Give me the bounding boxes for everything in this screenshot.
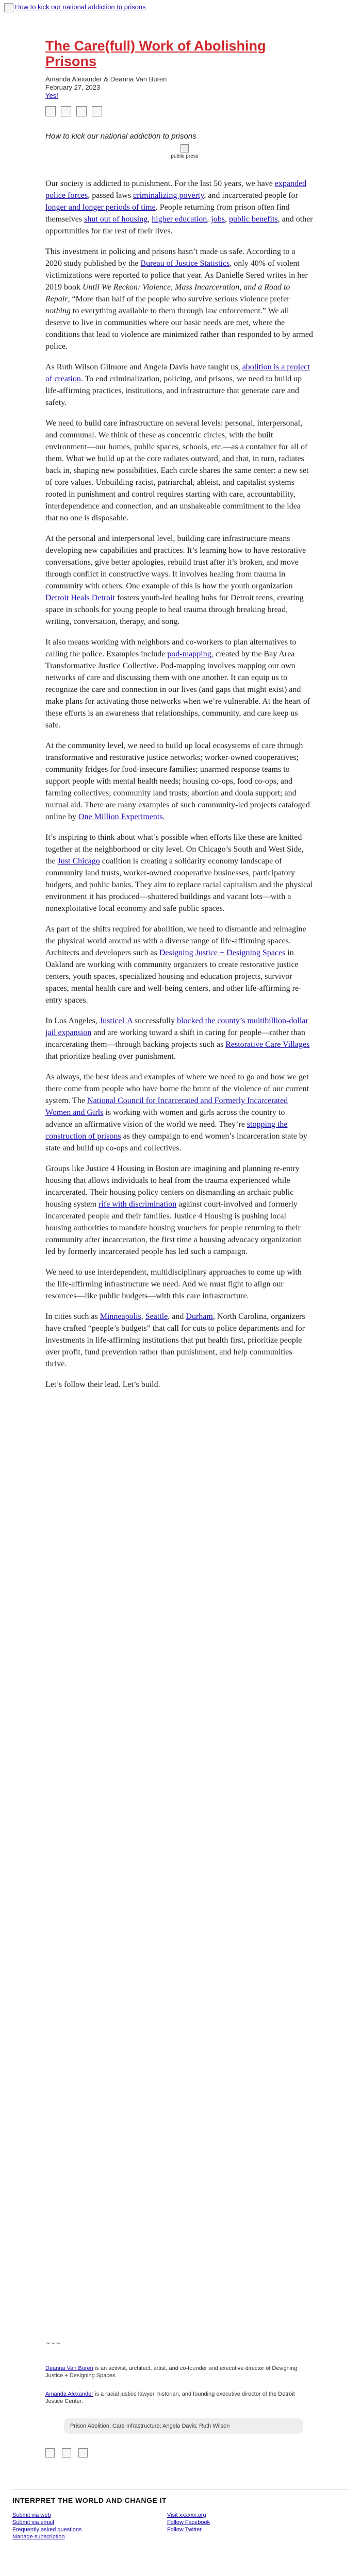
author-bio-2-text: is a racial justice lawyer, historian, and founding executive director of the Detroit Justice Center.: [45, 2391, 295, 2404]
paragraph-text: that prioritize healing over punishment.: [45, 1052, 176, 1061]
source-link[interactable]: Yes!: [45, 92, 58, 99]
author-bio-2: [45, 2391, 314, 2405]
paragraph-text: At the personal and interpersonal level, building care infrastructure means developing new capabilities and practices. It’s learning how to have restorative conversations, give better apologies, rebuild trust after it’s broken, and move through conflict in constructive ways. It involves healing from trauma in community with others. One example of this is how the youth organization: [45, 534, 306, 590]
inline-link[interactable]: criminalizing poverty: [133, 191, 204, 200]
footer-link[interactable]: Visit xxxxxx.org: [167, 2512, 206, 2518]
paragraph-text: As part of the shifts required for abolition, we need to dismantle and reimagine the physical world around us with a diverse range of life-affirming spaces. Architects and developers such as: [45, 925, 306, 957]
paragraph-text: , “More than half of the people who survive serious violence prefer: [68, 295, 290, 303]
inline-link[interactable]: Designing Justice + Designing Spaces: [159, 948, 286, 957]
paragraph-text: , passed laws: [88, 191, 134, 200]
paragraph-text: . People returning from prison often find themselves: [45, 203, 290, 224]
inline-link[interactable]: expanded police forces: [45, 179, 307, 200]
paragraph-text: to everything available to them through law enforcement.” We all deserve to live in communities where our basic needs are met, where the conditions that lead to violence are minimized rather than responded to by armed police.: [45, 307, 313, 351]
inline-link[interactable]: jobs: [211, 215, 225, 224]
print-icon[interactable]: [92, 106, 102, 116]
header-image-alt[interactable]: How to kick our national addiction to prisons: [15, 3, 146, 11]
inline-link[interactable]: higher education: [152, 215, 207, 224]
inline-link[interactable]: stopping the construction of prisons: [45, 1120, 288, 1141]
paragraph-text: , and other opportunities for the rest of their lives.: [45, 215, 313, 235]
inline-link[interactable]: National Council for Incarcerated and Formerly Incarcerated Women and Girls: [45, 1096, 288, 1117]
paragraph-text: It also means working with neighbors and co-workers to plan alternatives to calling the police. Examples include: [45, 638, 297, 658]
article-paragraph: [45, 1311, 314, 1370]
article-paragraph: [45, 1163, 314, 1258]
paragraph-text: . To end criminalization, policing, and prisons, we need to build up life-affirming practices, institutions, and infrastructure that generate care and safety.: [45, 375, 302, 407]
paragraph-text: ,: [147, 215, 152, 224]
emphasis-text: Until We Reckon: Violence, Mass Incarceration, and a Road to Repair: [45, 283, 290, 303]
article-paragraph: [45, 1071, 314, 1154]
paragraph-text: .: [162, 812, 165, 821]
inline-link[interactable]: One Million Experiments: [78, 812, 163, 821]
category-tags: [64, 2418, 303, 2434]
paragraph-text: Let’s follow their lead. Let’s build.: [45, 1380, 160, 1389]
article-paragraph: [45, 636, 314, 731]
paragraph-text: against court-involved and formerly incarcerated people and their families. Justice 4 Housing is pushing local housing authorities to mandate housing vouchers for people returning to their community after incarceration, the first time a housing advocacy organization led by formerly incarcerated people has led such a campaign.: [45, 1200, 302, 1256]
paragraph-text: In cities such as: [45, 1312, 100, 1321]
inline-link[interactable]: JusticeLA: [99, 1016, 133, 1025]
broken-image-icon: [4, 3, 13, 12]
footer-link[interactable]: Frequently asked questions: [12, 2527, 82, 2533]
paragraph-text: We need to use interdependent, multidisciplinary approaches to come up with the life-affirming infrastructure we need. And we must fight to align our resources—like public budgets—with this care infrastructure.: [45, 1268, 302, 1300]
paragraph-text: as they campaign to end women’s incarceration state by state and build up co-ops and collectives.: [45, 1132, 307, 1153]
author-bio-2-name[interactable]: Amanda Alexander: [45, 2391, 93, 2397]
email-icon[interactable]: [45, 2448, 55, 2458]
paragraph-text: ,: [207, 215, 211, 224]
article-paragraph: [45, 740, 314, 823]
article-body: [45, 178, 314, 1399]
article-paragraph: [45, 1266, 314, 1302]
inline-link[interactable]: Seattle: [145, 1312, 168, 1321]
article-paragraph: [45, 1015, 314, 1062]
twitter-icon[interactable]: [78, 2448, 88, 2458]
paragraph-text: coalition is creating a solidarity economy landscape of community land trusts, worker-owned cooperative businesses, participatory budgets, and public banks. They aim to replace racial capitalism and the physical environment it has produced—shuttered buildings and vacant lots—with a nonexploitative local economy and safe public spaces.: [45, 857, 313, 913]
inline-link[interactable]: shut out of housing: [84, 215, 148, 224]
paragraph-text: Our society is addicted to punishment. For the last 50 years, we have: [45, 179, 275, 188]
publisher-logo-caption: public press: [171, 154, 199, 159]
paragraph-text: It’s inspiring to think about what’s possible when efforts like these are knitted together at the neighborhood or city level. On Chicago’s South and West Side, the: [45, 833, 304, 866]
section-divider: ~~~: [45, 2339, 61, 2347]
publisher-logo: [164, 144, 205, 159]
article-paragraph: [45, 923, 314, 1006]
article-paragraph: [45, 533, 314, 628]
header-image[interactable]: [4, 3, 169, 20]
category-tags-text: Prison Abolition; Care Infrastructure; Angela Davis; Ruth Wilson: [70, 2423, 230, 2429]
article-title-link[interactable]: The Care(full) Work of Abolishing Prisons: [45, 38, 266, 69]
footer: [0, 2483, 361, 2576]
paragraph-text: , and: [168, 1312, 186, 1321]
article-paragraph: [45, 361, 314, 409]
article-title[interactable]: [45, 38, 314, 69]
paragraph-text: Groups like Justice 4 Housing in Boston are imagining and planning re-entry housing that allows individuals to heal from the trauma experienced while incarcerated. Their housing policy centers on dismantling an archaic public housing system: [45, 1164, 300, 1209]
footer-link[interactable]: Follow Twitter: [167, 2527, 202, 2533]
paragraph-text: As Ruth Wilson Gilmore and Angela Davis have taught us,: [45, 363, 242, 371]
article-paragraph: [45, 178, 314, 237]
paragraph-text: This investment in policing and prisons hasn’t made us safe. According to a 2020 study published by the: [45, 247, 296, 268]
facebook-icon[interactable]: [62, 2448, 71, 2458]
paragraph-text: in Oakland are working with community organizers to create restorative justice centers, youth spaces, specialized housing and education projects, survivor spaces, mental health care and well-being centers, and other life-affirming re-entry spaces.: [45, 948, 302, 1005]
article-paragraph: [45, 417, 314, 524]
paragraph-text: successfully: [132, 1016, 177, 1025]
article-meta: [45, 75, 314, 100]
inline-link[interactable]: rife with discrimination: [99, 1200, 177, 1209]
inline-link[interactable]: public benefits: [228, 215, 278, 224]
share-bar-bottom: [45, 2448, 200, 2460]
publisher-logo-image: [180, 144, 189, 152]
footer-link[interactable]: Submit via email: [12, 2519, 54, 2526]
paragraph-text: and are working toward a shift in caring for people—rather than incarcerating them—through backing projects such as: [45, 1028, 305, 1049]
inline-link[interactable]: Restorative Care Villages: [225, 1040, 310, 1049]
paragraph-text: fosters youth-led healing hubs for Detroit teens, creating space in schools for young people to heal trauma through breaking bread, writing, conversation, therapy, and song.: [45, 594, 304, 626]
inline-link[interactable]: Detroit Heals Detroit: [45, 594, 116, 602]
author-bio-1-name[interactable]: Deanna Van Buren: [45, 2365, 93, 2371]
paragraph-text: ,: [224, 215, 229, 224]
inline-link[interactable]: longer and longer periods of time: [45, 203, 156, 212]
paragraph-text: We need to build care infrastructure on several levels: personal, interpersonal, and communal. We think of these as concentric circles, with the built environment—our homes, public spaces, schools, etc.—as a container for all of them. What we build up at the core radiates outward, and that, in turn, radiates back in, shaping new possibilities. Each circle shares the same center: a new set of core values. Unbuilding racist, patriarchal, ableist, and capitalist systems rooted in punishment and control requires starting with care, accountability, interdependence and connection, and an unshakeable commitment to the idea that no one is disposable.: [45, 419, 309, 522]
article-paragraph: [45, 1379, 314, 1391]
inline-link[interactable]: Bureau of Justice Statistics: [140, 259, 230, 268]
authors: Amanda Alexander & Deanna Van Buren: [45, 75, 167, 83]
inline-link[interactable]: Durham: [186, 1312, 213, 1321]
author-bio-1: [45, 2365, 314, 2379]
inline-link[interactable]: Just Chicago: [57, 857, 100, 866]
paragraph-text: As always, the best ideas and examples of where we need to go and how we get there come from people who have borne the brunt of the violence of our current system. The: [45, 1073, 309, 1105]
paragraph-text: is working with women and girls across the country to advance an affirmative vision of the world we need. They’re: [45, 1108, 285, 1129]
twitter-icon[interactable]: [76, 106, 87, 116]
footer-heading: INTERPRET THE WORLD AND CHANGE IT: [12, 2496, 167, 2504]
paragraph-text: At the community level, we need to build up local ecosystems of care through transformative and restorative justice networks; worker-owned cooperatives; community fridges for food-insecure families; unarmed response teams to support people with mental health needs; housing co-ops, food co-ops, and farming collectives; community land trusts; abortion and doula support; and mutual aid. There are many examples of such community-led projects cataloged online by: [45, 741, 310, 821]
footer-link[interactable]: Manage subscription: [12, 2534, 65, 2540]
emphasis-text: nothing: [45, 307, 71, 315]
article-paragraph: [45, 832, 314, 914]
email-icon[interactable]: [45, 106, 56, 116]
footer-link[interactable]: Follow Facebook: [167, 2519, 210, 2526]
publish-date: February 27, 2023: [45, 83, 101, 91]
facebook-icon[interactable]: [61, 106, 71, 116]
paragraph-text: , only 40% of violent victimizations were reported to police that year. As Danielle Sered writes in her 2019 book: [45, 259, 308, 292]
paragraph-text: , North Carolina, organizers have crafted “people’s budgets” that call for cuts to police departments and for investments in life-affirming institutions that put health first, prioritize people over profit, fund prevention rather than punishment, and help communities thrive.: [45, 1312, 305, 1368]
paragraph-text: , and incarcerated people for: [204, 191, 298, 200]
footer-left-links: [12, 2512, 167, 2540]
inline-link[interactable]: abolition is a project of creation: [45, 363, 310, 383]
author-bio-1-text: is an activist, architect, artist, and co-founder and executive director of Designing Justice + Designing Spaces.: [45, 2365, 298, 2379]
inline-link[interactable]: blocked the county’s multibillion-dollar jail expansion: [45, 1016, 308, 1037]
paragraph-text: In Los Angeles,: [45, 1016, 100, 1025]
paragraph-text: ,: [141, 1312, 145, 1321]
article-dek: How to kick our national addiction to prisons: [45, 132, 196, 141]
inline-link[interactable]: pod-mapping: [167, 650, 211, 658]
paragraph-text: , created by the Bay Area Transformative Justice Collective. Pod-mapping involves mapping our own networks of care and discussing them with one another. It can equip us to recognize the care and connection in our lives (and gaps that might exist) and make plans for activating those networks when we’re vulnerable. At the heart of these efforts is an awareness that relationships, community, and care keep us safe.: [45, 650, 310, 730]
footer-link[interactable]: Submit via web: [12, 2512, 51, 2518]
article-paragraph: [45, 246, 314, 352]
footer-right-links: [167, 2512, 322, 2540]
share-bar: [45, 106, 200, 117]
inline-link[interactable]: Minneapolis: [100, 1312, 141, 1321]
